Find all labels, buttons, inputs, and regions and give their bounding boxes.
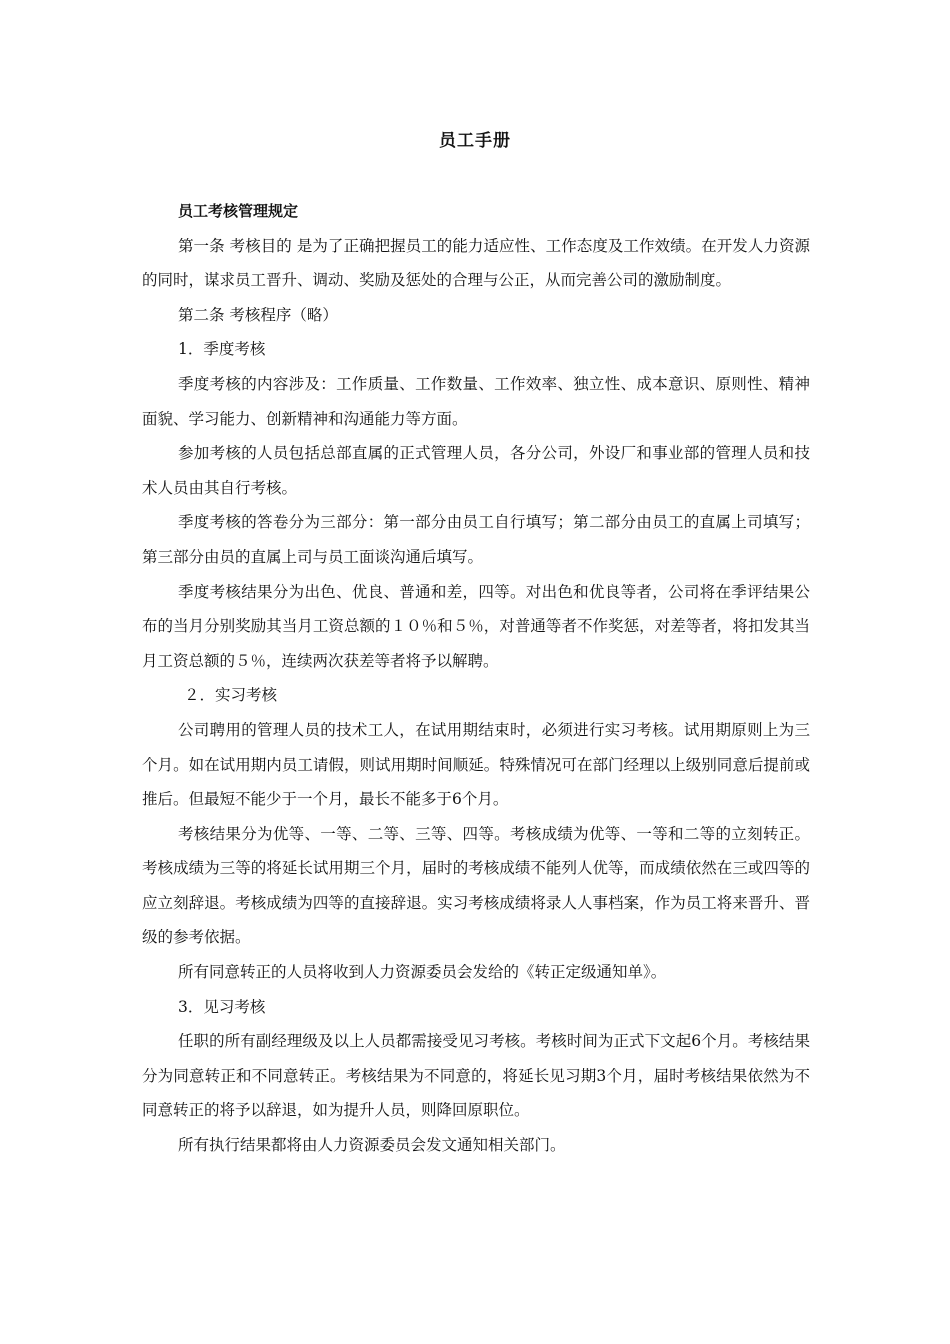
article-1-paragraph: 第一条 考核目的 是为了正确把握员工的能力适应性、工作态度及工作效绩。在开发人力资源的同时，谋求员工晋升、调动、奖励及惩处的合理与公正，从而完善公司的激励制度。: [142, 236, 810, 290]
trainee-notice-paragraph: 所有执行结果都将由人力资源委员会发文通知相关部门。: [178, 1136, 566, 1155]
trainee-assessment-paragraph: 任职的所有副经理级及以上人员都需接受见习考核。考核时间为正式下文起6个月。考核结果分为同意转正和不同意转正。考核结果为不同意的，将延长见习期3个月，届时考核结果依然为不同意转正的将予以辞退，如为提升人员，则降回原职位。: [142, 1032, 810, 1120]
quarterly-participants-paragraph: 参加考核的人员包括总部直属的正式管理人员，各分公司，外设厂和事业部的管理人员和技术人员由其自行考核。: [142, 444, 810, 497]
internship-results-paragraph: 考核结果分为优等、一等、二等、三等、四等。考核成绩为优等、一等和二等的立刻转正。考核成绩为三等的将延长试用期三个月，届时的考核成绩不能列人优等，而成绩依然在三或四等的应立刻辞退。考核成绩为四等的直接辞退。实习考核成绩将录人人事档案，作为员工将来晋升、晋级的参考依据。: [142, 824, 810, 947]
page-title: 员工手册: [439, 131, 511, 151]
document-body: [142, 194, 810, 1163]
subsection-trainee-heading: 3．见习考核: [178, 997, 266, 1016]
quarterly-answer-sheet-paragraph: 季度考核的答卷分为三部分：第一部分由员工自行填写；第二部分由员工的直属上司填写；第三部分由员的直属上司与员工面谈沟通后填写。: [142, 513, 810, 566]
internship-probation-paragraph: 公司聘用的管理人员的技术工人，在试用期结束时，必须进行实习考核。试用期原则上为三个月。如在试用期内员工请假，则试用期时间顺延。特殊情况可在部门经理以上级别同意后提前或推后。但最短不能少于一个月，最长不能多于6个月。: [142, 720, 810, 809]
article-2-heading: 第二条 考核程序（略）: [178, 305, 338, 324]
quarterly-results-paragraph: 季度考核结果分为出色、优良、普通和差，四等。对出色和优良等者，公司将在季评结果公布的当月分别奖励其当月工资总额的１０％和５％，对普通等者不作奖惩，对差等者，将扣发其当月工资总额的５％，连续两次获差等者将予以解聘。: [142, 582, 810, 670]
quarterly-content-paragraph: 季度考核的内容涉及：工作质量、工作数量、工作效率、独立性、成本意识、原则性、精神面貌、学习能力、创新精神和沟通能力等方面。: [142, 374, 810, 428]
subsection-quarterly-heading: 1．季度考核: [178, 340, 266, 359]
subsection-internship-heading: ２．实习考核: [184, 686, 278, 705]
internship-notice-paragraph: 所有同意转正的人员将收到人力资源委员会发给的《转正定级通知单》。: [178, 963, 667, 982]
section-heading: 员工考核管理规定: [178, 202, 299, 220]
